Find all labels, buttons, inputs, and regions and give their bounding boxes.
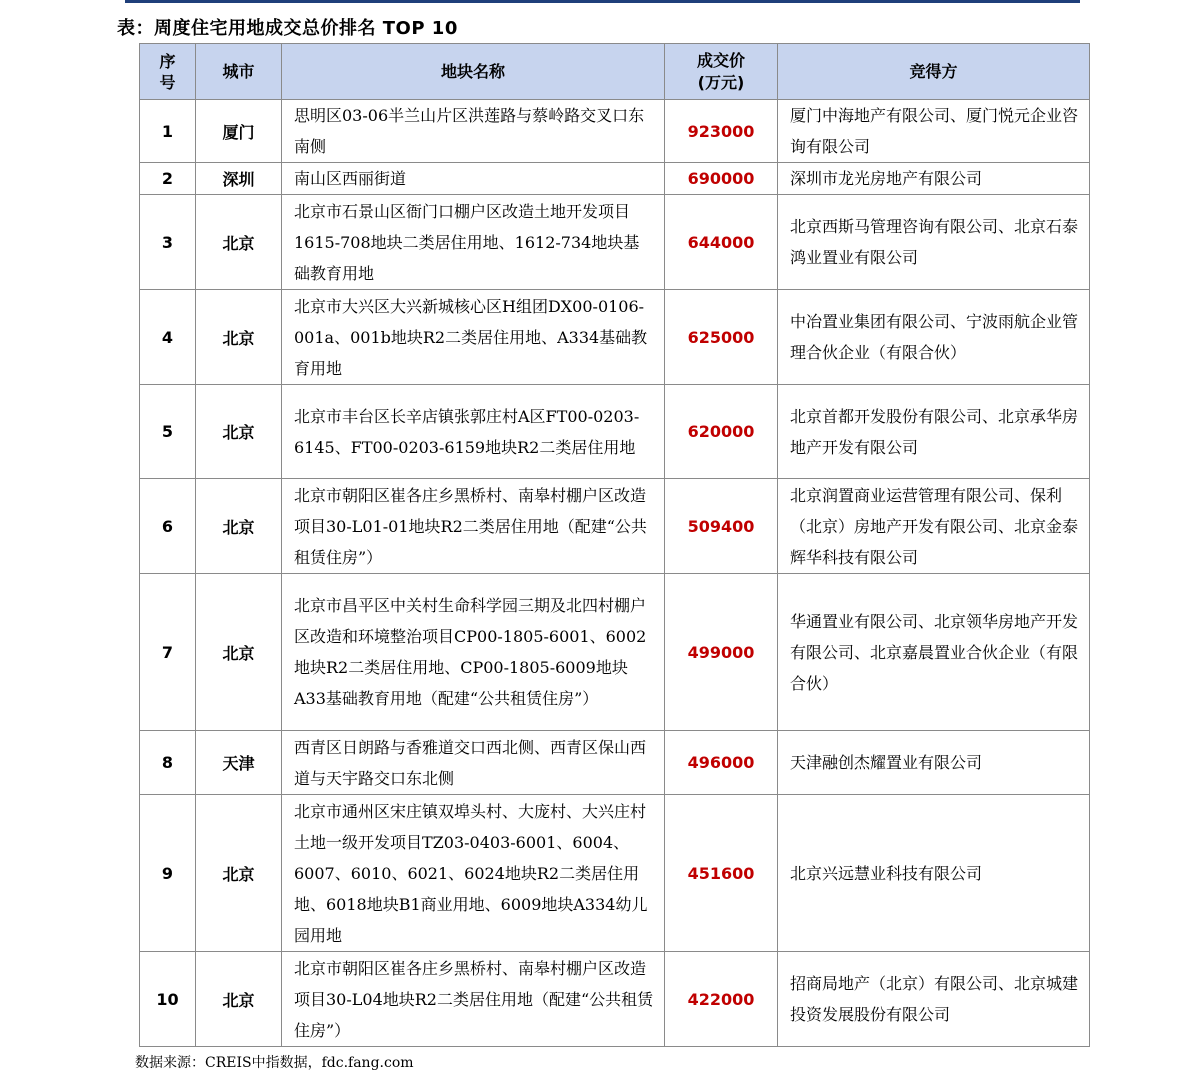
row-land-name: 北京市石景山区衙门口棚户区改造土地开发项目1615-708地块二类居住用地、1612-734地块基础教育用地 <box>282 195 665 290</box>
header-price-line2: (万元) <box>697 72 745 92</box>
row-land-name: 南山区西丽街道 <box>282 163 665 195</box>
land-transaction-table <box>139 43 1090 1047</box>
row-bidder: 深圳市龙光房地产有限公司 <box>778 163 1090 195</box>
row-no: 6 <box>140 479 196 574</box>
row-land-name: 北京市丰台区长辛店镇张郭庄村A区FT00-0203-6145、FT00-0203-6159地块R2二类居住用地 <box>282 385 665 479</box>
row-city: 北京 <box>196 479 282 574</box>
row-price: 923000 <box>665 100 778 163</box>
row-price: 509400 <box>665 479 778 574</box>
row-city: 北京 <box>196 795 282 952</box>
row-city: 深圳 <box>196 163 282 195</box>
row-city: 厦门 <box>196 100 282 163</box>
row-bidder: 招商局地产（北京）有限公司、北京城建投资发展股份有限公司 <box>778 952 1090 1047</box>
row-bidder: 中冶置业集团有限公司、宁波雨航企业管理合伙企业（有限合伙） <box>778 290 1090 385</box>
row-bidder: 北京兴远慧业科技有限公司 <box>778 795 1090 952</box>
row-price: 644000 <box>665 195 778 290</box>
table-row <box>140 385 1090 479</box>
row-no: 3 <box>140 195 196 290</box>
header-price <box>665 44 778 100</box>
table-row <box>140 574 1090 731</box>
row-no: 9 <box>140 795 196 952</box>
table-row <box>140 290 1090 385</box>
row-city: 天津 <box>196 731 282 795</box>
table-row <box>140 479 1090 574</box>
table-header-row <box>140 44 1090 100</box>
table-caption: 表：周度住宅用地成交总价排名 TOP 10 <box>117 18 458 39</box>
row-no: 4 <box>140 290 196 385</box>
table-row <box>140 795 1090 952</box>
row-city: 北京 <box>196 290 282 385</box>
row-land-name: 北京市昌平区中关村生命科学园三期及北四村棚户区改造和环境整治项目CP00-1805-6001、6002地块R2二类居住用地、CP00-1805-6009地块A33基础教育用地（配建“公共租赁住房”） <box>282 574 665 731</box>
row-no: 7 <box>140 574 196 731</box>
row-bidder: 天津融创杰耀置业有限公司 <box>778 731 1090 795</box>
header-price-line1: 成交价 <box>696 50 745 70</box>
row-no: 1 <box>140 100 196 163</box>
row-land-name: 北京市朝阳区崔各庄乡黑桥村、南皋村棚户区改造项目30-L04地块R2二类居住用地（配建“公共租赁住房”） <box>282 952 665 1047</box>
row-land-name: 北京市通州区宋庄镇双埠头村、大庞村、大兴庄村土地一级开发项目TZ03-0403-6001、6004、6007、6010、6021、6024地块R2二类居住用地、6018地块B1商业用地、6009地块A334幼儿园用地 <box>282 795 665 952</box>
row-price: 496000 <box>665 731 778 795</box>
header-name: 地块名称 <box>282 44 665 100</box>
row-land-name: 思明区03-06半兰山片区洪莲路与蔡岭路交叉口东南侧 <box>282 100 665 163</box>
row-bidder: 北京西斯马管理咨询有限公司、北京石泰鸿业置业有限公司 <box>778 195 1090 290</box>
table-row <box>140 731 1090 795</box>
data-source-note: 数据来源：CREIS中指数据，fdc.fang.com <box>135 1055 414 1071</box>
row-bidder: 北京首都开发股份有限公司、北京承华房地产开发有限公司 <box>778 385 1090 479</box>
row-land-name: 西青区日朗路与香雅道交口西北侧、西青区保山西道与天宇路交口东北侧 <box>282 731 665 795</box>
row-land-name: 北京市大兴区大兴新城核心区H组团DX00-0106-001a、001b地块R2二类居住用地、A334基础教育用地 <box>282 290 665 385</box>
row-city: 北京 <box>196 952 282 1047</box>
row-no: 8 <box>140 731 196 795</box>
table-row <box>140 952 1090 1047</box>
row-bidder: 厦门中海地产有限公司、厦门悦元企业咨询有限公司 <box>778 100 1090 163</box>
row-bidder: 华通置业有限公司、北京领华房地产开发有限公司、北京嘉晨置业合伙企业（有限合伙） <box>778 574 1090 731</box>
row-bidder: 北京润置商业运营管理有限公司、保利（北京）房地产开发有限公司、北京金泰辉华科技有限公司 <box>778 479 1090 574</box>
row-price: 625000 <box>665 290 778 385</box>
row-price: 690000 <box>665 163 778 195</box>
row-price: 499000 <box>665 574 778 731</box>
header-city: 城市 <box>196 44 282 100</box>
header-bidder: 竞得方 <box>778 44 1090 100</box>
row-no: 10 <box>140 952 196 1047</box>
table-row <box>140 195 1090 290</box>
table-row <box>140 163 1090 195</box>
row-no: 2 <box>140 163 196 195</box>
row-city: 北京 <box>196 574 282 731</box>
top-rule <box>125 0 1080 3</box>
row-price: 620000 <box>665 385 778 479</box>
row-no: 5 <box>140 385 196 479</box>
row-city: 北京 <box>196 195 282 290</box>
header-no <box>140 44 196 100</box>
row-price: 422000 <box>665 952 778 1047</box>
row-land-name: 北京市朝阳区崔各庄乡黑桥村、南皋村棚户区改造项目30-L01-01地块R2二类居住用地（配建“公共租赁住房”） <box>282 479 665 574</box>
table-row <box>140 100 1090 163</box>
row-city: 北京 <box>196 385 282 479</box>
row-price: 451600 <box>665 795 778 952</box>
header-no-label: 序号 <box>159 51 176 92</box>
